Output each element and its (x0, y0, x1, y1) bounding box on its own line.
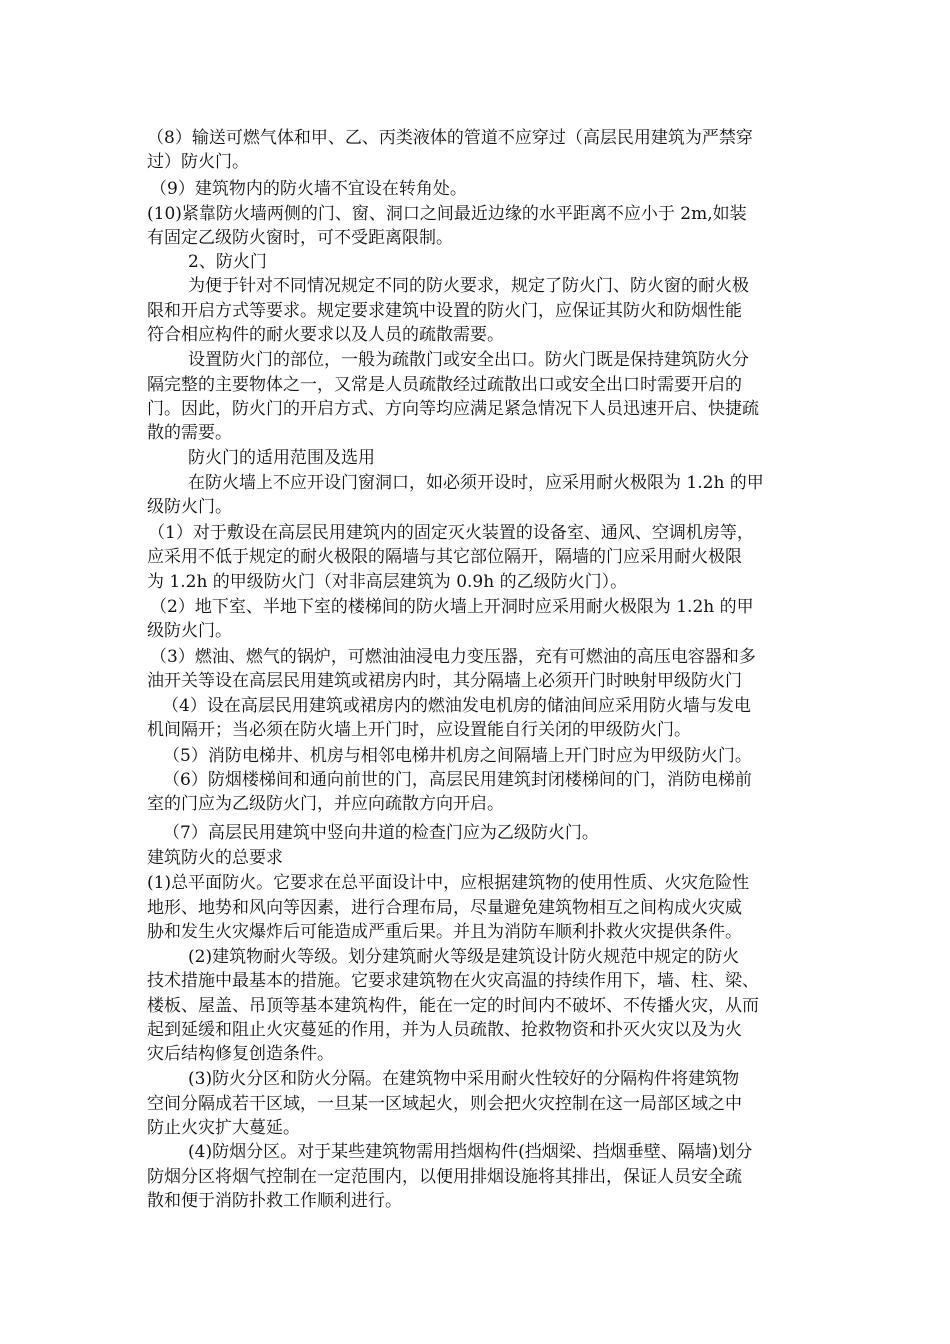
text-line: 空间分隔成若干区域，一旦某一区域起火，则会把火灾控制在这一局部区域之中 (147, 1094, 742, 1114)
text-line: 隔完整的主要物体之一，又常是人员疏散经过疏散出口或安全出口时需要开启的 (147, 375, 742, 395)
text-line: 技术措施中最基本的措施。它要求建筑物在火灾高温的持续作用下，墙、柱、梁、 (147, 971, 759, 991)
text-line: (4)防烟分区。对于某些建筑物需用挡烟构件(挡烟梁、挡烟垂壁、隔墙)划分 (188, 1142, 753, 1162)
text-line: （2）地下室、半地下室的楼梯间的防火墙上开洞时应采用耐火极限为 1.2h 的甲 (150, 597, 754, 617)
text-line: 灾后结构修复创造条件。 (147, 1044, 334, 1064)
text-line: (2)建筑物耐火等级。划分建筑耐火等级是建筑设计防火规范中规定的防火 (188, 947, 740, 967)
text-line: 建筑防火的总要求 (147, 848, 283, 868)
text-line: 机间隔开；当必须在防火墙上开门时，应设置能自行关闭的甲级防火门。 (147, 720, 691, 740)
text-line: 防火门的适用范围及选用 (188, 448, 375, 468)
text-line: 为 1.2h 的甲级防火门（对非高层建筑为 0.9h 的乙级防火门）。 (147, 572, 628, 592)
text-line: （1）对于敷设在高层民用建筑内的固定灭火装置的设备室、通风、空调机房等， (148, 523, 754, 543)
text-line: 起到延缓和阻止火灾蔓延的作用，并为人员疏散、抢救物资和扑灭火灾以及为火 (147, 1020, 742, 1040)
text-line: (3)防火分区和防火分隔。在建筑物中采用耐火性较好的分隔构件将建筑物 (188, 1069, 740, 1089)
text-line: 级防火门。 (147, 621, 232, 641)
text-line: 符合相应构件的耐火要求以及人员的疏散需要。 (147, 325, 504, 345)
text-line: （9）建筑物内的防火墙不宜设在转角处。 (150, 179, 467, 199)
text-line: 限和开启方式等要求。规定要求建筑中设置的防火门，应保证其防火和防烟性能 (147, 301, 742, 321)
text-line: （5）消防电梯井、机房与相邻电梯井机房之间隔墙上开门时应为甲级防火门。 (163, 746, 752, 766)
text-line: 设置防火门的部位，一般为疏散门或安全出口。防火门既是保持建筑防火分 (188, 350, 749, 370)
text-line: 楼板、屋盖、吊顶等基本建筑构件，能在一定的时间内不破坏、不传播火灾，从而 (147, 996, 759, 1016)
text-line: 地形、地势和风向等因素，进行合理布局，尽量避免建筑物相互之间构成火灾威 (147, 898, 742, 918)
text-line: (1)总平面防火。它要求在总平面设计中，应根据建筑物的使用性质、火灾危险性 (147, 873, 750, 893)
text-line: 防烟分区将烟气控制在一定范围内，以便用排烟设施将其排出，保证人员安全疏 (147, 1167, 742, 1187)
text-line: 散和便于消防扑救工作顺利进行。 (147, 1191, 402, 1211)
text-line: 胁和发生火灾爆炸后可能造成严重后果。并且为消防车顺利扑救火灾提供条件。 (147, 922, 742, 942)
text-line: 2、防火门 (188, 252, 267, 272)
text-line: （7）高层民用建筑中竖向井道的检查门应为乙级防火门。 (163, 823, 599, 843)
text-line: （4）设在高层民用建筑或裙房内的燃油发电机房的储油间应采用防火墙与发电 (162, 696, 751, 716)
text-line: 散的需要。 (147, 423, 232, 443)
text-line: 应采用不低于规定的耐火极限的隔墙与其它部位隔开，隔墙的门应采用耐火极限 (147, 547, 742, 567)
text-line: 过）防火门。 (147, 152, 249, 172)
text-line: 门。因此，防火门的开启方式、方向等均应满足紧急情况下人员迅速开启、快捷疏 (147, 399, 759, 419)
text-line: （8）输送可燃气体和甲、乙、丙类液体的管道不应穿过（高层民用建筑为严禁穿 (147, 128, 753, 148)
text-line: (10)紧靠防火墙两侧的门、窗、洞口之间最近边缘的水平距离不应小于 2m,如装 (147, 204, 747, 224)
text-line: （3）燃油、燃气的锅炉，可燃油油浸电力变压器，充有可燃油的高压电容器和多 (150, 647, 756, 667)
text-line: （6）防烟楼梯间和通向前世的门，高层民用建筑封闭楼梯间的门，消防电梯前 (163, 770, 752, 790)
text-line: 在防火墙上不应开设门窗洞口，如必须开设时，应采用耐火极限为 1.2h 的甲 (188, 473, 764, 493)
text-line: 级防火门。 (147, 497, 232, 517)
text-line: 为便于针对不同情况规定不同的防火要求，规定了防火门、防火窗的耐火极 (188, 276, 749, 296)
text-line: 室的门应为乙级防火门，并应向疏散方向开启。 (147, 794, 504, 814)
text-line: 防止火灾扩大蔓延。 (147, 1118, 300, 1138)
text-line: 油开关等设在高层民用建筑或裙房内时，其分隔墙上必须开门时映射甲级防火门 (147, 671, 742, 691)
text-line: 有固定乙级防火窗时，可不受距离限制。 (147, 228, 453, 248)
